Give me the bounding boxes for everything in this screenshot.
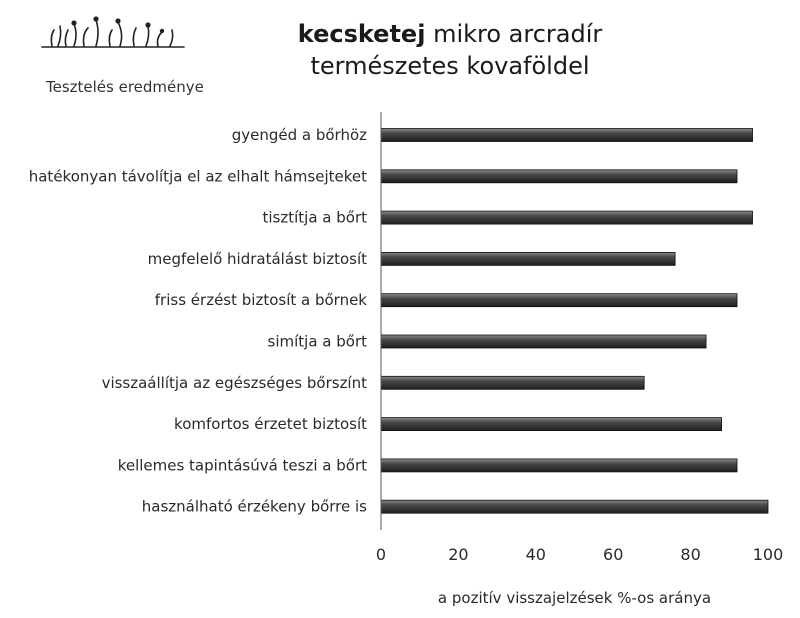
title-bold: kecsketej	[297, 20, 426, 48]
category-labels	[29, 126, 368, 516]
bar-7	[381, 376, 644, 389]
bar-10	[381, 500, 768, 513]
chart-subtitle: Tesztelés eredménye	[46, 78, 204, 96]
category-label-7: visszaállítja az egészséges bőrszínt	[101, 373, 367, 392]
bar-6	[381, 335, 706, 348]
category-label-3: tisztítja a bőrt	[262, 208, 367, 227]
title-line2: természetes kovaföldel	[310, 52, 590, 80]
category-label-9: kellemes tapintásúvá teszi a bőrt	[117, 456, 367, 475]
category-label-10: használható érzékeny bőrre is	[141, 497, 367, 516]
bars-layer	[381, 129, 768, 514]
bar-3	[381, 211, 753, 224]
category-label-2: hatékonyan távolítja el az elhalt hámsejteket	[28, 167, 367, 186]
bar-9	[381, 459, 737, 472]
x-tick-label-40: 40	[525, 545, 546, 564]
category-label-8: komfortos érzetet biztosít	[174, 415, 367, 434]
x-tick-label-0: 0	[375, 545, 387, 564]
bar-1	[381, 129, 753, 142]
x-tick-label-100: 100	[752, 545, 784, 564]
x-tick-label-80: 80	[680, 545, 701, 564]
title-line1-rest: mikro arcradír	[425, 20, 603, 48]
x-tick-label-20: 20	[448, 545, 469, 564]
bar-2	[381, 170, 737, 183]
bar-4	[381, 252, 675, 265]
x-axis-title: a pozitív visszajelzések %-os aránya	[437, 589, 712, 607]
category-label-6: simítja a bőrt	[267, 332, 367, 351]
category-label-4: megfelelő hidratálást biztosít	[147, 249, 367, 268]
bar-5	[381, 294, 737, 307]
category-label-1: gyengéd a bőrhöz	[231, 126, 367, 144]
bar-8	[381, 418, 722, 431]
category-label-5: friss érzést biztosít a bőrnek	[154, 291, 367, 310]
x-tick-label-60: 60	[603, 545, 624, 564]
